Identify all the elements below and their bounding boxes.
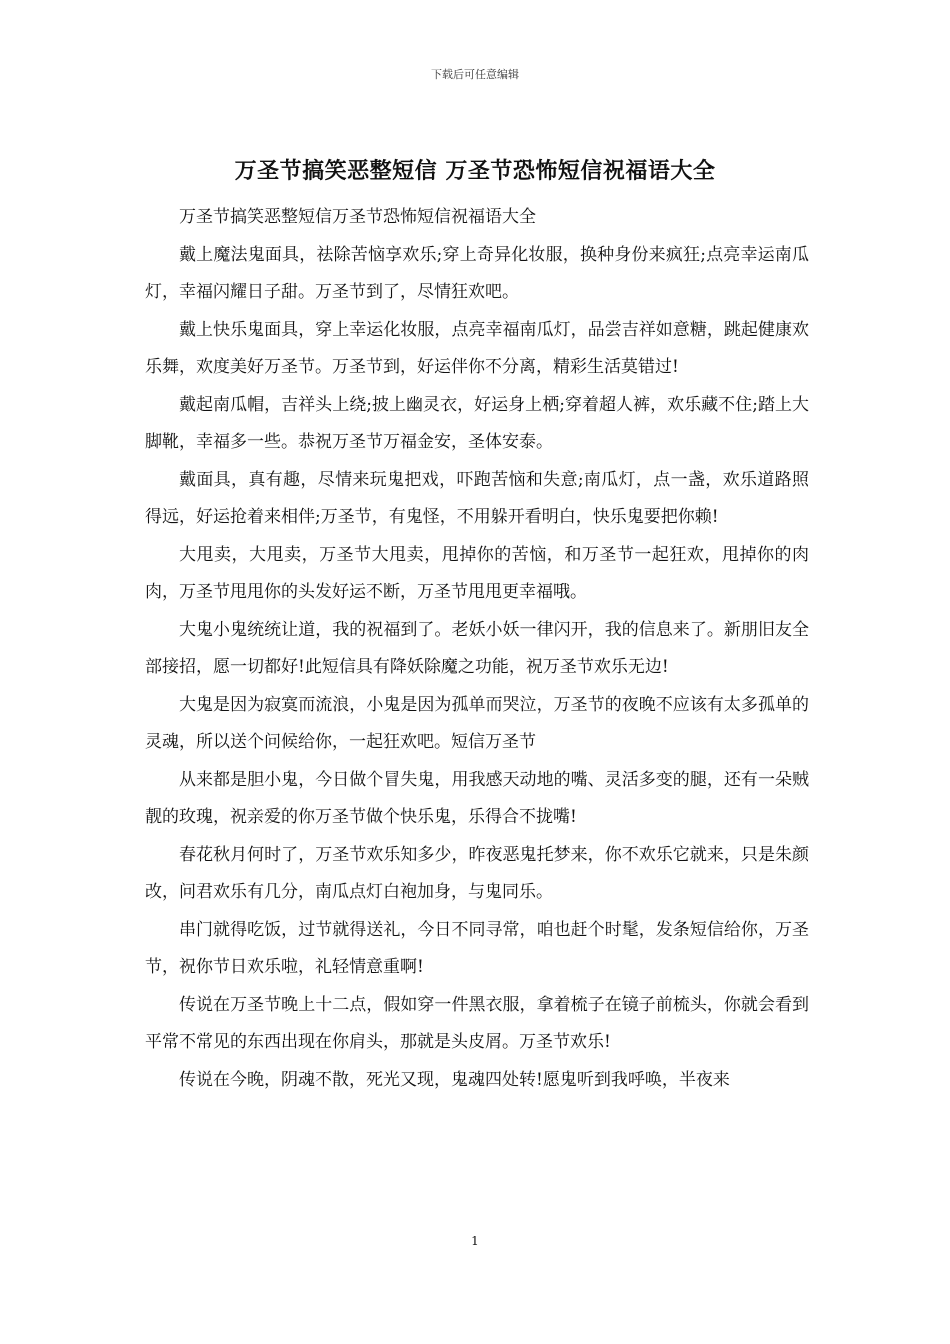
paragraph: 春花秋月何时了，万圣节欢乐知多少，昨夜恶鬼托梦来，你不欢乐它就来，只是朱颜改，问君欢乐有几分，南瓜点灯白袍加身，与鬼同乐。 bbox=[145, 844, 809, 902]
paragraph-subtitle: 万圣节搞笑恶整短信万圣节恐怖短信祝福语大全 bbox=[179, 207, 536, 227]
paragraph: 大甩卖，大甩卖，万圣节大甩卖，甩掉你的苦恼，和万圣节一起狂欢，甩掉你的肉肉，万圣节甩甩你的头发好运不断，万圣节甩甩更幸福哦。 bbox=[145, 544, 809, 602]
page-number: 1 bbox=[471, 1234, 479, 1248]
document-body bbox=[145, 199, 809, 1099]
paragraph: 戴面具，真有趣，尽情来玩鬼把戏，吓跑苦恼和失意;南瓜灯，点一盏，欢乐道路照得远，好运抢着来相伴;万圣节，有鬼怪，不用躲开看明白，快乐鬼要把你赖! bbox=[145, 469, 809, 527]
paragraph: 戴起南瓜帽，吉祥头上绕;披上幽灵衣，好运身上栖;穿着超人裤，欢乐藏不住;踏上大脚靴，幸福多一些。恭祝万圣节万福金安，圣体安泰。 bbox=[145, 394, 809, 452]
paragraph: 大鬼小鬼统统让道，我的祝福到了。老妖小妖一律闪开，我的信息来了。新朋旧友全部接招，愿一切都好!此短信具有降妖除魔之功能，祝万圣节欢乐无边! bbox=[145, 619, 809, 677]
paragraph: 从来都是胆小鬼，今日做个冒失鬼，用我感天动地的嘴、灵活多变的腿，还有一朵贼靓的玫瑰，祝亲爱的你万圣节做个快乐鬼，乐得合不拢嘴! bbox=[145, 769, 809, 827]
paragraph: 传说在万圣节晚上十二点，假如穿一件黑衣服，拿着梳子在镜子前梳头，你就会看到平常不常见的东西出现在你肩头，那就是头皮屑。万圣节欢乐! bbox=[145, 994, 809, 1052]
paragraph: 传说在今晚，阴魂不散，死光又现，鬼魂四处转!愿鬼听到我呼唤，半夜来 bbox=[179, 1069, 730, 1090]
header-note: 下载后可任意编辑 bbox=[431, 68, 519, 81]
paragraph: 串门就得吃饭，过节就得送礼，今日不同寻常，咱也赶个时髦，发条短信给你，万圣节，祝你节日欢乐啦，礼轻情意重啊! bbox=[145, 919, 809, 977]
paragraph: 戴上快乐鬼面具，穿上幸运化妆服，点亮幸福南瓜灯，品尝吉祥如意糖，跳起健康欢乐舞，欢度美好万圣节。万圣节到，好运伴你不分离，精彩生活莫错过! bbox=[145, 319, 809, 377]
paragraph: 大鬼是因为寂寞而流浪，小鬼是因为孤单而哭泣，万圣节的夜晚不应该有太多孤单的灵魂，所以送个问候给你，一起狂欢吧。短信万圣节 bbox=[145, 694, 809, 752]
document-title: 万圣节搞笑恶整短信 万圣节恐怖短信祝福语大全 bbox=[234, 158, 716, 184]
paragraph: 戴上魔法鬼面具，祛除苦恼享欢乐;穿上奇异化妆服，换种身份来疯狂;点亮幸运南瓜灯，幸福闪耀日子甜。万圣节到了，尽情狂欢吧。 bbox=[145, 244, 809, 302]
